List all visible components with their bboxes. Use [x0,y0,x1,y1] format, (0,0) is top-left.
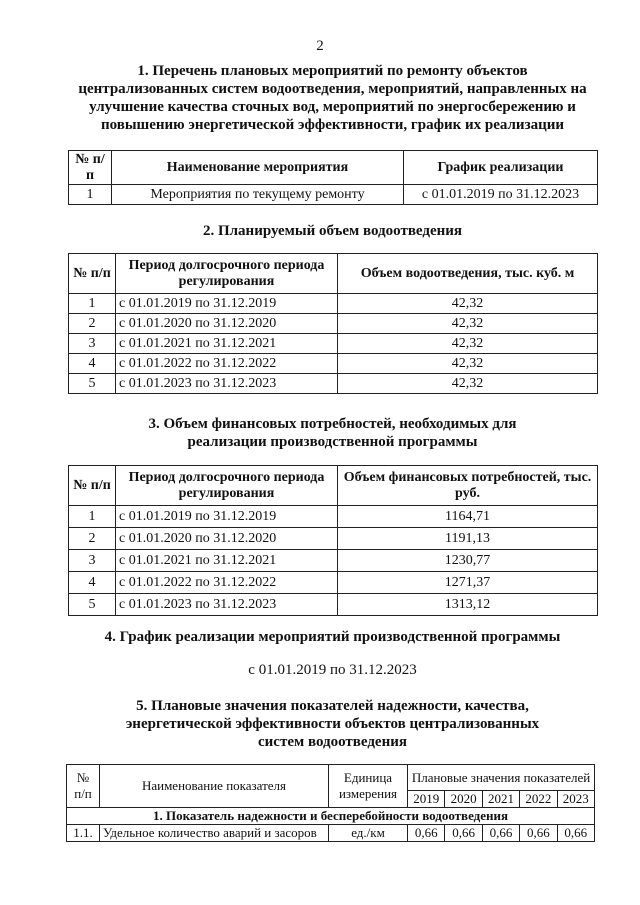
cell-num: 2 [69,528,116,550]
table-row [69,506,598,528]
col-header-value: Объем финансовых потребностей, тыс. руб. [338,466,598,506]
section5-title-line: энергетической эффективности объектов централизованных [125,716,540,732]
col-header-year: 2020 [445,791,482,808]
col-header-schedule: График реализации [404,151,598,185]
cell-value: 1191,13 [338,528,598,550]
section1-title-line: 1. Перечень плановых мероприятий по ремонту объектов [137,63,528,79]
cell-num: 1.1. [67,825,100,842]
cell-period: с 01.01.2022 по 31.12.2022 [116,354,338,374]
cell-value: 42,32 [338,314,598,334]
col-header-num: № п/п [69,466,116,506]
col-header-planned: Плановые значения показателей [408,765,595,791]
cell-num: 4 [69,354,116,374]
cell-value: 1271,37 [338,572,598,594]
section3-table [68,465,598,616]
subsection-header: 1. Показатель надежности и бесперебойности водоотведения [67,808,595,825]
section2-table [68,253,598,394]
cell-num: 5 [69,594,116,616]
page-number: 2 [316,38,324,54]
cell-value: 0,66 [408,825,445,842]
col-header-period: Период долгосрочного периода регулирования [116,254,338,294]
section1-title [60,62,605,134]
cell-period: с 01.01.2021 по 31.12.2021 [116,550,338,572]
cell-value: 42,32 [338,354,598,374]
cell-schedule: с 01.01.2019 по 31.12.2023 [404,185,598,205]
col-header-unit: Единица измерения [329,765,408,808]
cell-value: 42,32 [338,294,598,314]
section5-title [60,697,605,751]
cell-value: 1164,71 [338,506,598,528]
cell-num: 3 [69,550,116,572]
cell-period: с 01.01.2019 по 31.12.2019 [116,294,338,314]
section4-period: с 01.01.2019 по 31.12.2023 [248,662,417,678]
cell-value: 0,66 [482,825,519,842]
cell-value: 1313,12 [338,594,598,616]
col-header-name: Наименование мероприятия [112,151,404,185]
cell-value: 0,66 [557,825,595,842]
section1-title-line: повышению энергетической эффективности, график их реализации [100,117,565,133]
col-header-num: № п/п [67,765,100,808]
col-header-num: № п/п [69,254,116,294]
col-header-year: 2022 [520,791,557,808]
section3-title [60,415,605,451]
section1-title-line: централизованных систем водоотведения, мероприятий, направленных на [78,81,587,97]
table-row [69,528,598,550]
cell-num: 1 [69,506,116,528]
cell-unit: ед./км [329,825,408,842]
section5-title-line: систем водоотведения [258,734,407,750]
cell-num: 5 [69,374,116,394]
table-row [69,314,598,334]
section5-table [66,764,595,842]
col-header-year: 2019 [408,791,445,808]
cell-period: с 01.01.2019 по 31.12.2019 [116,506,338,528]
table-row [69,294,598,314]
section3-title-line: реализации производственной программы [187,434,478,450]
col-header-num: № п/п [69,151,112,185]
cell-value: 1230,77 [338,550,598,572]
cell-num: 3 [69,334,116,354]
cell-name: Мероприятия по текущему ремонту [112,185,404,205]
col-header-period: Период долгосрочного периода регулирования [116,466,338,506]
table-row [69,354,598,374]
section5-title-line: 5. Плановые значения показателей надежности, качества, [136,698,529,714]
cell-value: 0,66 [520,825,557,842]
cell-name: Удельное количество аварий и засоров [100,825,329,842]
table-row [67,825,595,842]
section1-table [68,150,598,205]
cell-period: с 01.01.2023 по 31.12.2023 [116,594,338,616]
cell-value: 42,32 [338,374,598,394]
cell-period: с 01.01.2021 по 31.12.2021 [116,334,338,354]
col-header-year: 2023 [557,791,595,808]
section3-title-line: 3. Объем финансовых потребностей, необходимых для [148,416,517,432]
col-header-name: Наименование показателя [100,765,329,808]
col-header-year: 2021 [482,791,519,808]
table-row [69,550,598,572]
table-row [69,374,598,394]
cell-num: 1 [69,185,112,205]
cell-value: 42,32 [338,334,598,354]
cell-period: с 01.01.2022 по 31.12.2022 [116,572,338,594]
cell-period: с 01.01.2020 по 31.12.2020 [116,314,338,334]
table-row [69,185,598,205]
section4-title: 4. График реализации мероприятий производственной программы [104,629,561,645]
cell-value: 0,66 [445,825,482,842]
section2-title: 2. Планируемый объем водоотведения [202,223,463,239]
cell-period: с 01.01.2020 по 31.12.2020 [116,528,338,550]
table-row [69,572,598,594]
cell-num: 2 [69,314,116,334]
cell-num: 4 [69,572,116,594]
table-row [69,594,598,616]
section1-title-line: улучшение качества сточных вод, мероприятий по энергосбережению и [89,99,576,115]
col-header-value: Объем водоотведения, тыс. куб. м [338,254,598,294]
cell-num: 1 [69,294,116,314]
table-row [69,334,598,354]
cell-period: с 01.01.2023 по 31.12.2023 [116,374,338,394]
